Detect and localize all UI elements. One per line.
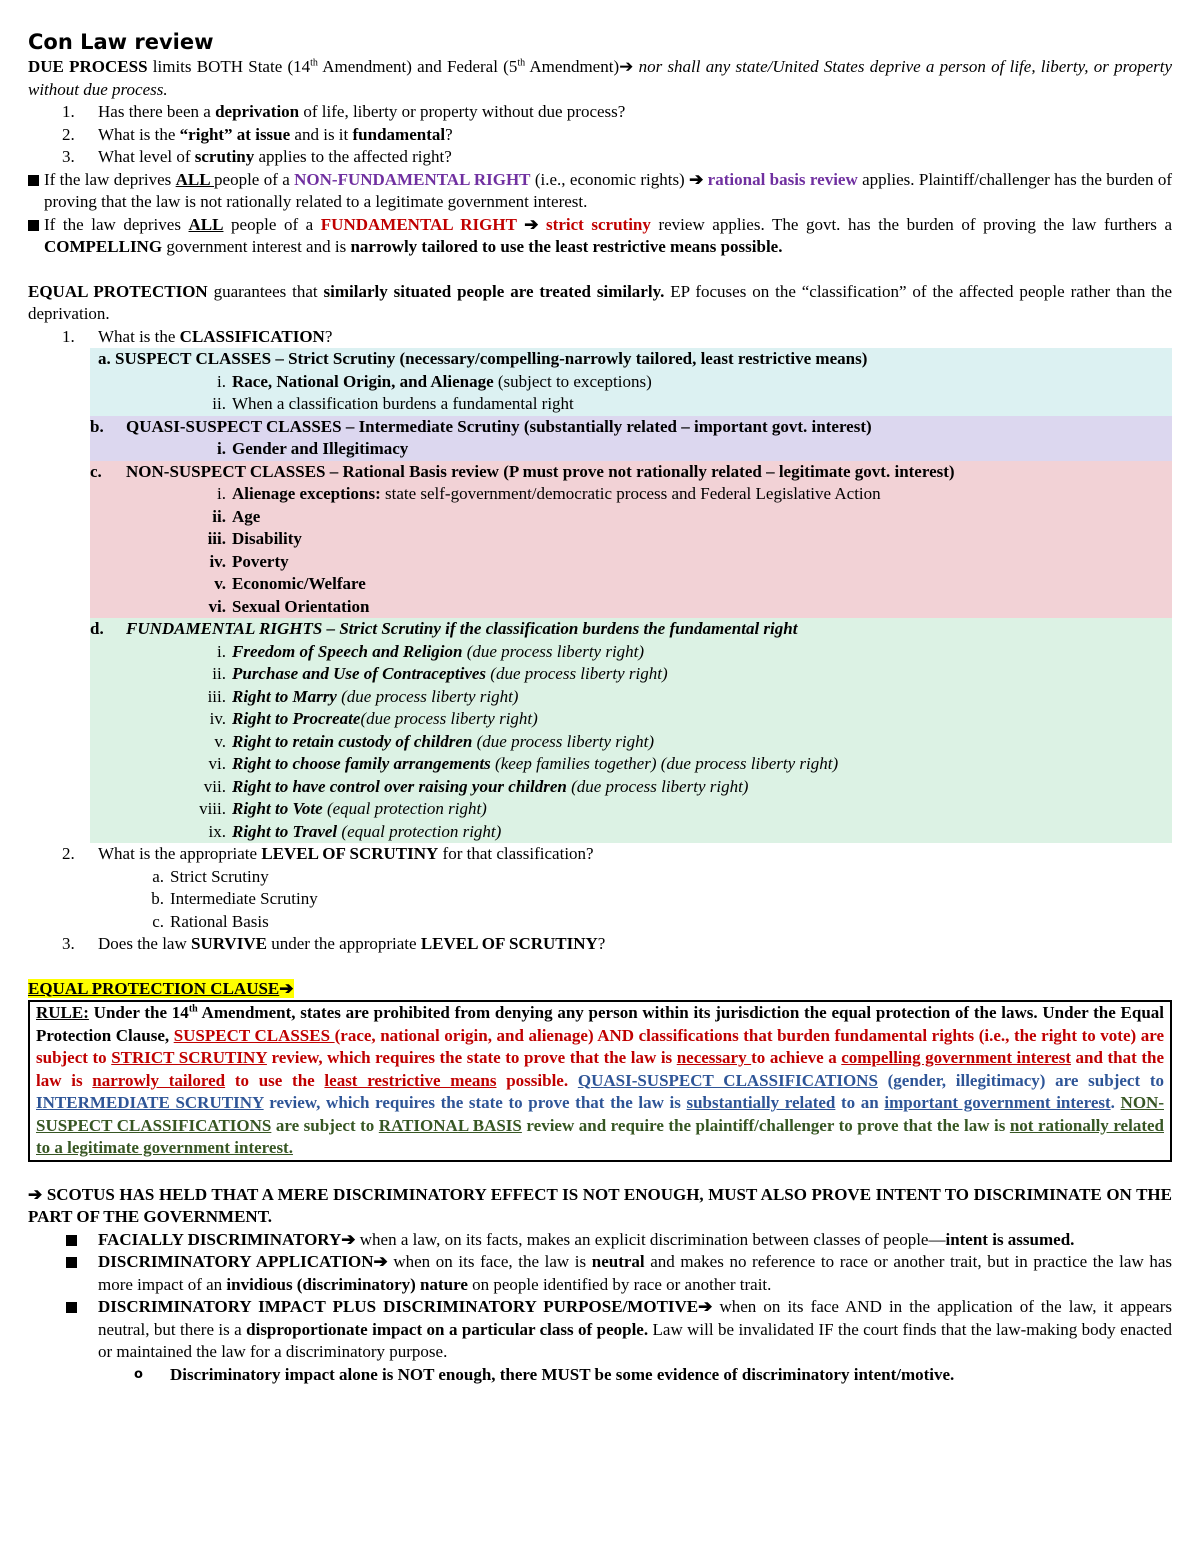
text-run: ?: [597, 934, 606, 953]
text-run: review applies. The govt. has the burden of proving the law furthers a: [650, 214, 1172, 234]
text-run: (due process liberty right): [360, 709, 538, 728]
text-run: Right to Vote: [232, 799, 323, 818]
text-run: “right” at issue: [179, 124, 291, 144]
roman-list-item: [90, 483, 1172, 506]
highlighted-heading: [28, 979, 294, 998]
list-item: [28, 124, 1172, 147]
text-run: Discriminatory impact alone is NOT enough, there MUST be some evidence of discriminatory intent/motive.: [170, 1364, 955, 1384]
fundamental-rights-heading: [90, 618, 1172, 641]
text-run: strict scrutiny: [538, 214, 651, 234]
text-run: Amendment) and Federal (5: [317, 57, 518, 76]
ep-clause-heading: [28, 978, 1172, 1001]
text-run: NON-FUNDAMENTAL RIGHT: [294, 169, 531, 189]
text-run: intent is assumed.: [945, 1229, 1075, 1249]
text-run: rational basis review: [703, 169, 858, 189]
square-bullet-icon: [28, 220, 39, 231]
list-number: vi.: [208, 754, 226, 773]
text-run: when on its face, the law is: [387, 1252, 592, 1271]
text-run: invidious (discriminatory) nature: [226, 1274, 468, 1294]
text-run: people of a: [214, 169, 295, 189]
text-run: LEVEL OF SCRUTINY: [420, 934, 598, 953]
roman-list-item: [90, 798, 1172, 821]
text-run: Disability: [232, 529, 302, 548]
roman-list-item: [90, 776, 1172, 799]
list-number: iii.: [207, 529, 226, 548]
suspect-classes-heading: a. SUSPECT CLASSES – Strict Scrutiny (necessary/compelling-narrowly tailored, least restrictive means): [98, 349, 868, 368]
text-run: Law will be invalidated IF the court finds that the law-making body enacted or maintained the law for a discriminatory purpose.: [98, 1319, 1172, 1361]
text-run: EQUAL PROTECTION: [28, 281, 208, 301]
text-run: disproportionate impact on a particular class of people.: [246, 1319, 649, 1339]
quasi-suspect-block: [90, 416, 1172, 461]
right-arrow-icon: ➔: [279, 978, 294, 998]
quasi-suspect-heading: [90, 416, 1172, 439]
text-run: Age: [232, 506, 261, 526]
list-item: [28, 843, 1172, 866]
square-bullet-icon: [66, 1257, 77, 1268]
list-number: iv.: [209, 551, 226, 571]
rule-box: [28, 1000, 1172, 1162]
text-run: when on its face AND in the application of the law, it appears neutral, but there is a: [98, 1297, 1172, 1339]
text-run: (race, national origin, and alienage) AND classifications that burden fundamental rights (i.e., the right to vote) are subject to: [36, 1025, 1164, 1067]
right-arrow-icon: ➔: [689, 169, 704, 189]
list-number: vi.: [208, 596, 226, 616]
text-run: NON-SUSPECT CLASSES – Rational Basis review (P must prove not rationally related – legitimate govt. interest): [126, 461, 955, 481]
text-run: Sexual Orientation: [232, 596, 370, 616]
list-number: i.: [217, 641, 226, 661]
right-arrow-icon: ➔: [373, 1252, 388, 1271]
text-run: What level of: [98, 147, 195, 166]
text-run: .: [1110, 1093, 1115, 1112]
roman-list-item: [90, 663, 1172, 686]
list-number: i.: [217, 484, 226, 503]
list-item: [28, 326, 1172, 349]
text-run: neutral: [591, 1252, 645, 1271]
roman-list-item: [90, 731, 1172, 754]
equal-protection-intro: [28, 281, 1172, 326]
text-run: SUSPECT CLASSES: [173, 1025, 335, 1045]
text-run: and is it: [290, 124, 353, 144]
text-run: Gender and Illegitimacy: [232, 439, 409, 458]
text-run: and that the law is: [36, 1048, 1165, 1090]
roman-list-item: [90, 686, 1172, 709]
superscript: th: [188, 1003, 198, 1015]
text-run: of life, liberty or property without due process?: [299, 102, 626, 121]
square-bullet-icon: [66, 1302, 77, 1313]
due-process-intro: [28, 56, 1172, 101]
suspect-classes-block: [90, 348, 1172, 416]
list-number: 2.: [62, 844, 75, 863]
text-run: (due process liberty right): [472, 731, 655, 751]
right-arrow-icon: ➔: [341, 1229, 356, 1249]
text-run: (due process liberty right): [566, 776, 749, 796]
non-suspect-list: [90, 483, 1172, 618]
list-letter: d.: [90, 619, 104, 638]
list-item: [28, 866, 1172, 889]
rule-label: RULE:: [36, 1003, 89, 1022]
text-run: FUNDAMENTAL RIGHTS – Strict Scrutiny if the classification burdens the fundamental right: [126, 619, 798, 638]
text-run: Freedom of Speech and Religion: [232, 641, 463, 661]
text-run: under the appropriate: [266, 934, 421, 953]
bullet-item: [28, 1229, 1172, 1252]
roman-list-item: [90, 438, 1172, 461]
text-run: review and require the plaintiff/challenger to prove that the law is: [521, 1115, 1010, 1135]
text-run: Amendment): [525, 57, 620, 76]
spacer: [28, 259, 1172, 281]
text-run: Right to retain custody of children: [232, 731, 473, 751]
text-run: COMPELLING: [44, 237, 163, 256]
list-number: v.: [214, 574, 226, 593]
spacer: [28, 956, 1172, 978]
roman-list-item: [90, 528, 1172, 551]
list-number: ii.: [212, 394, 226, 413]
roman-list-item: [90, 393, 1172, 416]
text-run: SCOTUS HAS HELD THAT A MERE DISCRIMINATORY EFFECT IS NOT ENOUGH, MUST ALSO PROVE INTENT TO DISCRIMINATE ON THE PART OF THE GOVERNMENT.: [28, 1184, 1172, 1226]
text-run: CLASSIFICATION: [179, 326, 325, 346]
text-run: important government interest: [884, 1093, 1111, 1112]
list-number: v.: [214, 731, 226, 751]
text-run: substantially related: [686, 1093, 836, 1112]
list-number: 1.: [62, 102, 75, 121]
list-letter: c.: [90, 461, 102, 481]
list-letter: b.: [90, 416, 104, 436]
non-suspect-heading: [90, 461, 1172, 484]
text-run: (keep families together) (due process liberty right): [490, 754, 839, 773]
text-run: (subject to exceptions): [493, 371, 652, 391]
text-run: What is the appropriate: [98, 844, 262, 863]
text-run: on people identified by race or another trait.: [467, 1274, 772, 1294]
text-run: What is the: [98, 326, 180, 346]
list-number: 1.: [62, 326, 75, 346]
text-run: (due process liberty right): [486, 664, 668, 683]
text-run: DISCRIMINATORY APPLICATION: [98, 1252, 374, 1271]
text-run: What is the: [98, 124, 180, 144]
text-run: compelling government interest: [841, 1048, 1072, 1067]
text-run: (gender, illegitimacy) are subject to: [877, 1070, 1164, 1090]
text-run: applies. Plaintiff/challenger has the burden of proving that the law is not rationally related to a legitimate government interest.: [44, 169, 1172, 211]
text-run: necessary: [676, 1048, 752, 1067]
list-letter: c.: [152, 911, 164, 931]
text-run: Right to have control over raising your children: [232, 776, 567, 796]
scrutiny-levels-list: [28, 866, 1172, 934]
list-letter: b.: [151, 889, 164, 908]
text-run: SURVIVE: [191, 934, 267, 953]
text-run: Right to Travel: [232, 821, 338, 841]
text-run: not rationally related to a legitimate government interest.: [36, 1115, 1164, 1157]
list-item: [28, 146, 1172, 169]
square-bullet-icon: [28, 175, 39, 186]
text-run: If the law deprives: [44, 169, 176, 189]
non-suspect-block: [90, 461, 1172, 619]
text-run: Economic/Welfare: [232, 574, 366, 593]
text-run: Alienage exceptions:: [232, 484, 381, 503]
square-bullet-icon: [66, 1235, 77, 1246]
roman-list-item: [90, 596, 1172, 619]
text-run: are subject to: [271, 1115, 379, 1135]
list-number: vii.: [203, 776, 226, 796]
text-run: and makes no reference to race or another trait, but in practice the law has more impact of an: [98, 1252, 1173, 1294]
list-number: viii.: [199, 799, 226, 818]
text-run: Race, National Origin, and Alienage: [232, 371, 494, 391]
text-run: review, which requires the state to prove that the law is: [266, 1048, 677, 1067]
text-run: QUASI-SUSPECT CLASSES – Intermediate Scrutiny (substantially related – important govt. interest): [126, 416, 872, 436]
text-run: for that classification?: [438, 844, 594, 863]
list-number: 3.: [62, 147, 75, 166]
document-page: [28, 28, 1172, 1386]
text-run: when a law, on its facts, makes an explicit discrimination between classes of people—: [355, 1229, 946, 1249]
text-run: applies to the affected right?: [254, 147, 452, 166]
text-run: to achieve a: [751, 1048, 842, 1067]
list-number: iii.: [207, 686, 226, 706]
text-run: to use the: [225, 1070, 325, 1090]
page-title: Con Law review: [28, 30, 214, 54]
text-run: EP focuses on the “classification” of the affected people rather than the deprivation.: [28, 281, 1173, 323]
text-run: fundamental: [352, 124, 446, 144]
roman-list-item: [90, 753, 1172, 776]
list-item: [28, 101, 1172, 124]
text-run: FUNDAMENTAL RIGHT: [320, 214, 525, 234]
text-run: guarantees that: [207, 281, 324, 301]
list-number: 2.: [62, 124, 75, 144]
text-run: (i.e., economic rights): [530, 169, 690, 189]
bullet-item: [28, 169, 1172, 214]
text-run: limits BOTH State (14: [147, 57, 311, 76]
text-run: Under the 14: [88, 1003, 189, 1022]
text-run: ALL: [175, 169, 215, 189]
text-run: government interest and is: [162, 237, 351, 256]
text-run: least restrictive means: [324, 1070, 497, 1090]
text-run: ALL: [188, 214, 224, 234]
text-run: review, which requires the state to prove that the law is: [263, 1093, 687, 1112]
list-number: ii.: [212, 664, 226, 683]
right-arrow-icon: ➔: [698, 1297, 713, 1316]
text-run: INTERMEDIATE SCRUTINY: [36, 1093, 264, 1112]
text-run: EQUAL PROTECTION CLAUSE: [28, 978, 280, 998]
text-run: RATIONAL BASIS: [378, 1115, 522, 1135]
sub-bullet-item: [28, 1364, 1172, 1387]
text-run: Right to Procreate: [232, 709, 361, 728]
text-run: narrowly tailored to use the least restrictive means possible.: [350, 237, 783, 256]
fundamental-rights-list: [90, 641, 1172, 844]
text-run: nor shall any state/United States deprive a person of life, liberty, or property without due process.: [28, 57, 1172, 99]
text-run: FACIALLY DISCRIMINATORY: [98, 1229, 342, 1249]
text-run: If the law deprives: [44, 214, 189, 234]
roman-list-item: [90, 506, 1172, 529]
bullet-item: [28, 1251, 1172, 1296]
text-run: QUASI-SUSPECT CLASSIFICATIONS: [577, 1070, 878, 1090]
intent-heading: [28, 1184, 1172, 1229]
list-letter: a.: [152, 866, 164, 886]
roman-list-item: [90, 821, 1172, 844]
text-run: narrowly tailored: [92, 1070, 226, 1090]
list-number: i.: [217, 439, 226, 458]
list-number: ix.: [208, 821, 226, 841]
fundamental-rights-block: [90, 618, 1172, 843]
superscript: th: [310, 57, 318, 69]
text-run: (due process liberty right): [336, 686, 519, 706]
text-run: scrutiny: [194, 147, 255, 166]
list-item: [28, 911, 1172, 934]
right-arrow-icon: ➔: [619, 57, 634, 76]
roman-list-item: [90, 573, 1172, 596]
bullet-item: [28, 214, 1172, 259]
text-run: Right to choose family arrangements: [232, 754, 491, 773]
text-run: Purchase and Use of Contraceptives: [232, 664, 487, 683]
text-run: people of a: [223, 214, 321, 234]
text-run: deprivation: [215, 102, 300, 121]
text-run: DISCRIMINATORY IMPACT PLUS DISCRIMINATORY PURPOSE/MOTIVE: [98, 1297, 699, 1316]
text-run: (equal protection right): [322, 799, 487, 818]
text-run: Poverty: [232, 551, 289, 571]
circle-bullet-icon: o: [134, 1366, 143, 1382]
text-run: to an: [835, 1093, 885, 1112]
roman-list-item: [90, 551, 1172, 574]
text-run: STRICT SCRUTINY: [111, 1048, 267, 1067]
text-run: LEVEL OF SCRUTINY: [261, 844, 439, 863]
spacer: [28, 1162, 1172, 1184]
text-run: (equal protection right): [337, 821, 502, 841]
text-run: When a classification burdens a fundamental right: [232, 394, 574, 413]
suspect-classes-list: [90, 371, 1172, 416]
text-run: possible.: [496, 1070, 569, 1090]
text-run: state self-government/democratic process and Federal Legislative Action: [380, 484, 881, 503]
text-run: similarly situated people are treated similarly.: [323, 281, 665, 301]
text-run: ?: [324, 326, 333, 346]
bullet-item: [28, 1296, 1172, 1364]
right-arrow-icon: ➔: [524, 214, 539, 234]
superscript: th: [517, 57, 526, 69]
text-run: Has there been a: [98, 102, 216, 121]
list-number: i.: [217, 371, 226, 391]
list-number: 3.: [62, 934, 75, 953]
list-number: ii.: [212, 506, 226, 526]
text-run: Rational Basis: [170, 911, 269, 931]
quasi-suspect-list: [90, 438, 1172, 461]
text-run: Intermediate Scrutiny: [170, 889, 318, 908]
text-run: Does the law: [98, 934, 192, 953]
text-run: Right to Marry: [232, 686, 337, 706]
due-process-label: DUE PROCESS: [28, 57, 148, 76]
list-item: [28, 888, 1172, 911]
roman-list-item: [90, 641, 1172, 664]
roman-list-item: [90, 708, 1172, 731]
text-run: ?: [445, 124, 453, 144]
text-run: NON-SUSPECT CLASSIFICATIONS: [36, 1093, 1164, 1135]
right-arrow-icon: ➔: [28, 1184, 43, 1204]
roman-list-item: [90, 371, 1172, 394]
text-run: (due process liberty right): [462, 641, 645, 661]
text-run: Strict Scrutiny: [170, 866, 269, 886]
text-run: Amendment, states are prohibited from denying any person within its jurisdiction the equal protection of the laws. Under the Equal Protection Clause,: [36, 1003, 1164, 1045]
list-item: [28, 933, 1172, 956]
list-number: iv.: [209, 709, 226, 728]
